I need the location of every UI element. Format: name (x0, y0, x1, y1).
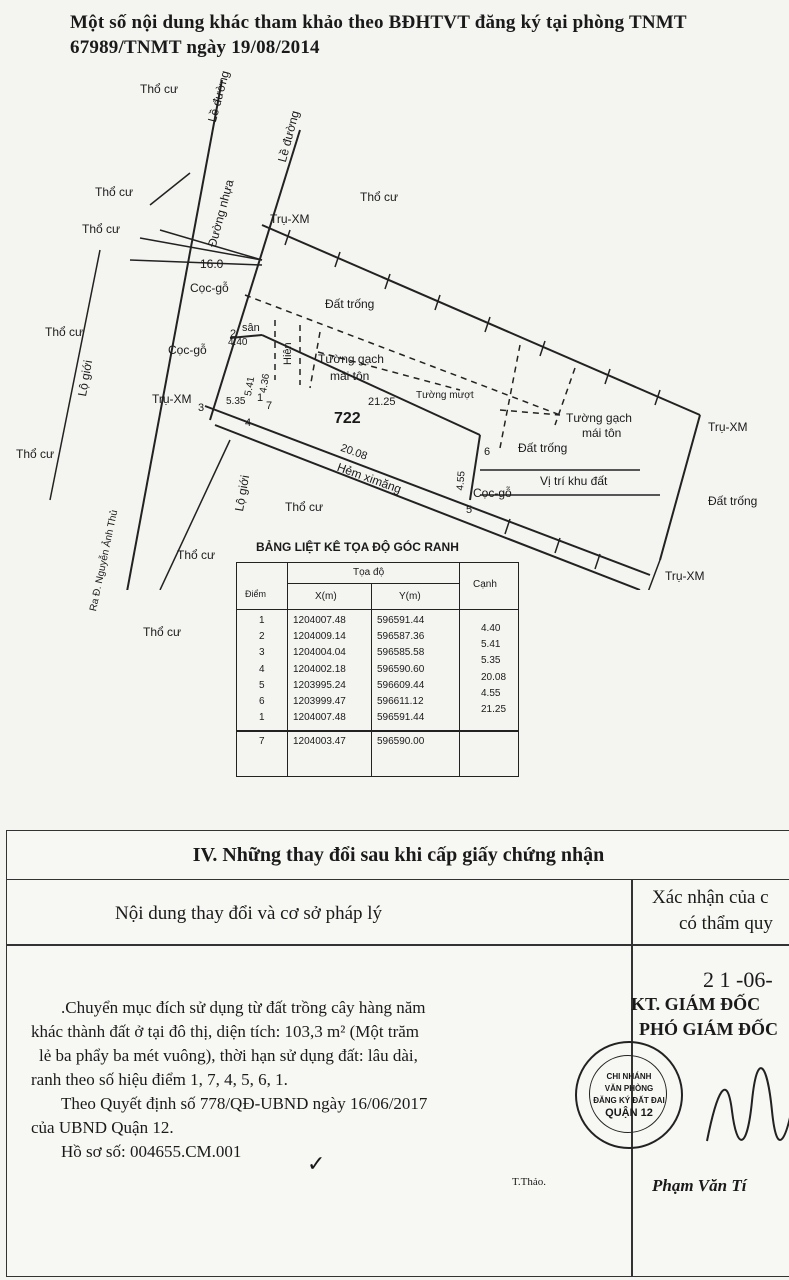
row-y: 596587.36 (377, 631, 425, 643)
hem-ximang-label: Hẻm ximăng (335, 460, 404, 497)
row-y: 596590.60 (377, 663, 425, 675)
row-x: 1204004.04 (293, 647, 346, 659)
row-point: 1 (259, 712, 265, 724)
pho-label: PHÓ GIÁM ĐỐC (639, 1019, 778, 1039)
dim-16: 16.0 (200, 257, 224, 271)
initials: T.Thảo. (512, 1176, 547, 1188)
section-iv (6, 830, 789, 1277)
extra-y: 596590.00 (377, 736, 425, 747)
tru-xm-label: Trụ-XM (270, 212, 310, 226)
tru-xm-label: Trụ-XM (708, 420, 748, 434)
tho-cu-label: Thổ cư (95, 185, 134, 199)
col-left-header: Nội dung thay đổi và cơ sở pháp lý (115, 903, 383, 924)
tuong-muot-label: Tường mượt (416, 390, 474, 401)
vi-tri-label: Vị trí khu đất (540, 474, 608, 488)
extra-x: 1204003.47 (293, 736, 346, 747)
body-line-2: khác thành đất ở tại đô thị, diện tích: 103,3 m² (Một trăm (31, 1022, 420, 1041)
office-stamp (575, 1041, 683, 1149)
body-line-4: ranh theo số hiệu điểm 1, 7, 4, 5, 6, 1. (31, 1070, 288, 1089)
row-x: 1203995.24 (293, 679, 346, 691)
tho-cu-label: Thổ cư (16, 447, 55, 461)
kt-label: KT. GIÁM ĐỐC (631, 994, 761, 1014)
lo-gioi-label-2: Lộ giới (232, 473, 253, 513)
dim-2008: 20.08 (338, 442, 369, 463)
row-edge: 4.55 (481, 687, 501, 699)
san-label: sân (242, 322, 260, 334)
approval-date: 2 1 -06- (703, 967, 773, 992)
section-iv-title: IV. Những thay đổi sau khi cấp giấy chứng nhận (7, 831, 789, 880)
tho-cu-label: Thổ cư (143, 625, 182, 639)
change-content (31, 996, 561, 1164)
coc-go-label: Cọc-gỗ (473, 486, 512, 500)
col-right-header-1: Xác nhận của c (652, 887, 769, 908)
point-3: 3 (198, 402, 205, 414)
coord-table (236, 562, 519, 777)
row-point: 5 (259, 679, 265, 691)
row-x: 1204009.14 (293, 631, 346, 643)
th-coord: Tọa độ (353, 567, 385, 578)
extra-point: 7 (259, 736, 265, 747)
lo-gioi-label: Lộ giới (75, 358, 96, 398)
lot-number: 722 (334, 410, 361, 427)
row-y: 596591.44 (377, 615, 425, 626)
dat-trong-label-3: Đất trống (708, 494, 758, 508)
checkmark-icon: ✓ (307, 1151, 326, 1176)
row-edge: 21.25 (481, 704, 507, 715)
tuong-gach-label-2: Tường gạch (566, 411, 632, 425)
row-point: 3 (259, 647, 265, 659)
row-edge: 4.40 (481, 623, 501, 634)
le-duong-label: Lề đường (205, 69, 233, 124)
dim-440: 4.40 (228, 337, 248, 348)
stamp-line-2: VĂN PHÒNG (604, 1084, 654, 1093)
coc-go-label: Cọc-gỗ (168, 343, 207, 357)
body-line-3: lẻ ba phẩy ba mét vuông), thời hạn sử dụng đất: lâu dài, (39, 1046, 418, 1065)
row-y: 596611.12 (377, 696, 424, 707)
th-point: Điểm (245, 589, 267, 599)
row-point: 2 (259, 631, 265, 643)
parcel-edge-2125 (262, 335, 480, 435)
row-edge: 5.41 (481, 639, 501, 651)
mai-ton-label-2: mái tôn (582, 426, 622, 440)
th-edge: Cạnh (473, 579, 497, 590)
point-6: 6 (484, 446, 491, 458)
point-2: 2 (230, 328, 237, 340)
tho-cu-label: Thổ cư (82, 222, 121, 236)
header-line-2: 67989/TNMT ngày 19/08/2014 (70, 37, 320, 58)
tho-cu-label: Thổ cư (177, 548, 216, 562)
road-edge-left (118, 80, 222, 590)
boundary-top (262, 225, 700, 415)
signature (697, 1051, 789, 1161)
row-edge: 20.08 (481, 671, 507, 683)
row-x: 1203999.47 (293, 696, 346, 707)
point-7: 7 (266, 400, 273, 412)
row-x: 1204007.48 (293, 615, 346, 626)
duong-nhua-label: Đường nhựa (205, 178, 237, 249)
th-y: Y(m) (399, 591, 421, 602)
row-y: 596591.44 (377, 712, 425, 724)
stamp-line-1: CHI NHÁNH (606, 1072, 652, 1081)
tho-cu-label: Thổ cư (285, 500, 324, 514)
dim-436: 4.36 (258, 372, 273, 394)
dim-2125: 21.25 (368, 396, 396, 408)
row-point: 1 (259, 615, 265, 626)
lo-gioi-line-2 (160, 440, 230, 590)
tho-cu-label: Thổ cư (360, 190, 399, 204)
stamp-line-3: ĐĂNG KÝ ĐẤT ĐAI (593, 1096, 665, 1105)
tho-cu-label: Thổ cư (140, 82, 179, 96)
row-point: 4 (259, 663, 265, 675)
dim-541: 5.41 (243, 375, 258, 397)
point-4: 4 (245, 417, 252, 429)
dat-trong-label-2: Đất trống (518, 441, 568, 455)
le-duong-label-2: Lề đường (275, 109, 303, 164)
body-line-1: .Chuyển mục đích sử dụng từ đất trồng cây hàng năm (61, 998, 426, 1017)
tru-xm-label: Trụ-XM (665, 569, 705, 583)
row-y: 596609.44 (377, 679, 425, 691)
body-line-6: của UBND Quận 12. (31, 1118, 174, 1137)
dat-trong-label: Đất trống (325, 297, 375, 311)
mai-ton-label: mái tôn (330, 369, 370, 383)
col-right-header-2: có thẩm quy (679, 913, 773, 934)
stamp-line-4: QUẬN 12 (605, 1107, 653, 1119)
tru-xm-label: Trụ-XM (152, 392, 192, 406)
hien-label: Hiên (282, 342, 294, 365)
body-line-7: Hồ sơ số: 004655.CM.001 (61, 1142, 242, 1161)
dim-535: 5.35 (226, 396, 246, 407)
row-point: 6 (259, 696, 265, 707)
row-x: 1204002.18 (293, 663, 346, 675)
body-line-5: Theo Quyết định số 778/QĐ-UBND ngày 16/06/2017 (61, 1094, 428, 1113)
row-y: 596585.58 (377, 647, 425, 659)
row-edge: 5.35 (481, 655, 501, 667)
point-5: 5 (466, 504, 473, 516)
signer-name: Phạm Văn Tí (652, 1176, 747, 1195)
th-x: X(m) (315, 591, 337, 602)
row-x: 1204007.48 (293, 712, 346, 724)
coc-go-label: Cọc-gỗ (190, 281, 229, 295)
street-label: Ra Đ. Nguyễn Ảnh Thủ (88, 509, 121, 613)
coord-table-title: BẢNG LIỆT KÊ TỌA ĐỘ GÓC RANH (256, 540, 459, 554)
tho-cu-label: Thổ cư (45, 325, 84, 339)
tuong-gach-label: Tường gạch (318, 352, 384, 366)
point-1: 1 (257, 392, 264, 404)
header-line-1: Một số nội dung khác tham khảo theo BĐHTVT đăng ký tại phòng TNMT (70, 12, 687, 33)
dim-455: 4.55 (455, 470, 468, 491)
